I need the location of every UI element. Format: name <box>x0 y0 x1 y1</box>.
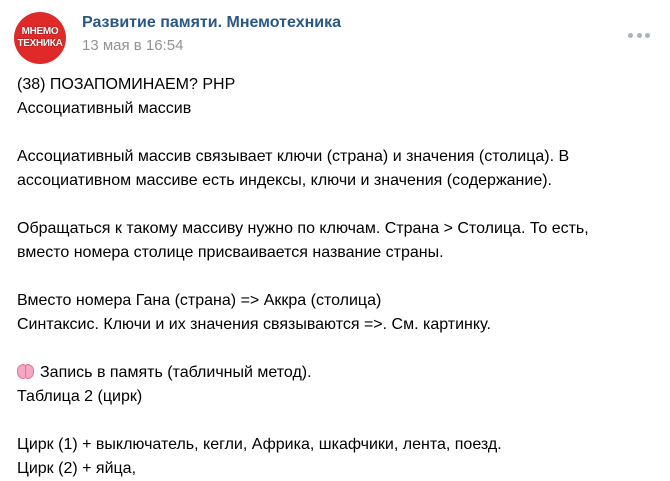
more-dot <box>628 33 633 38</box>
paragraph-gap <box>17 121 657 145</box>
post-line: (38) ПОЗАПОМИНАЕМ? PHP <box>17 76 236 93</box>
post-line: Запись в память (табличный метод). <box>40 364 312 381</box>
group-name-link[interactable]: Развитие памяти. Мнемотехника <box>82 14 341 31</box>
post-line: Ассоциативный массив <box>17 100 192 117</box>
group-avatar[interactable] <box>14 12 66 64</box>
more-horizontal-icon[interactable] <box>628 27 650 43</box>
more-dot <box>637 33 642 38</box>
post-line: Цирк (2) + яйца, <box>17 460 137 477</box>
post-line: Обращаться к такому массиву нужно по ключам. Страна > Столица. То есть, <box>17 220 589 237</box>
post-line-with-icon <box>17 361 657 385</box>
post-line: ассоциативном массиве есть индексы, ключи и значения (содержание). <box>17 172 552 189</box>
paragraph-gap <box>17 409 657 433</box>
post-date-link[interactable]: 13 мая в 16:54 <box>82 37 184 54</box>
post-line: вместо номера столице присваивается название страны. <box>17 244 444 261</box>
paragraph-gap <box>17 337 657 361</box>
post-line: Цирк (1) + выключатель, кегли, Африка, шкафчики, лента, поезд. <box>17 436 502 453</box>
brain-icon <box>17 364 34 379</box>
paragraph-gap <box>17 265 657 289</box>
more-dot <box>645 33 650 38</box>
paragraph-gap <box>17 193 657 217</box>
avatar-text-top: МНЕМО <box>21 26 59 37</box>
post-text <box>17 73 657 481</box>
post-line: Ассоциативный массив связывает ключи (страна) и значения (столица). В <box>17 148 570 165</box>
post-line: Синтаксис. Ключи и их значения связываются =>. См. картинку. <box>17 316 491 333</box>
post-line: Вместо номера Гана (страна) => Аккра (столица) <box>17 292 382 309</box>
post-line: Таблица 2 (цирк) <box>17 388 143 405</box>
avatar-text-bottom: ТЕХНИКА <box>17 38 63 49</box>
